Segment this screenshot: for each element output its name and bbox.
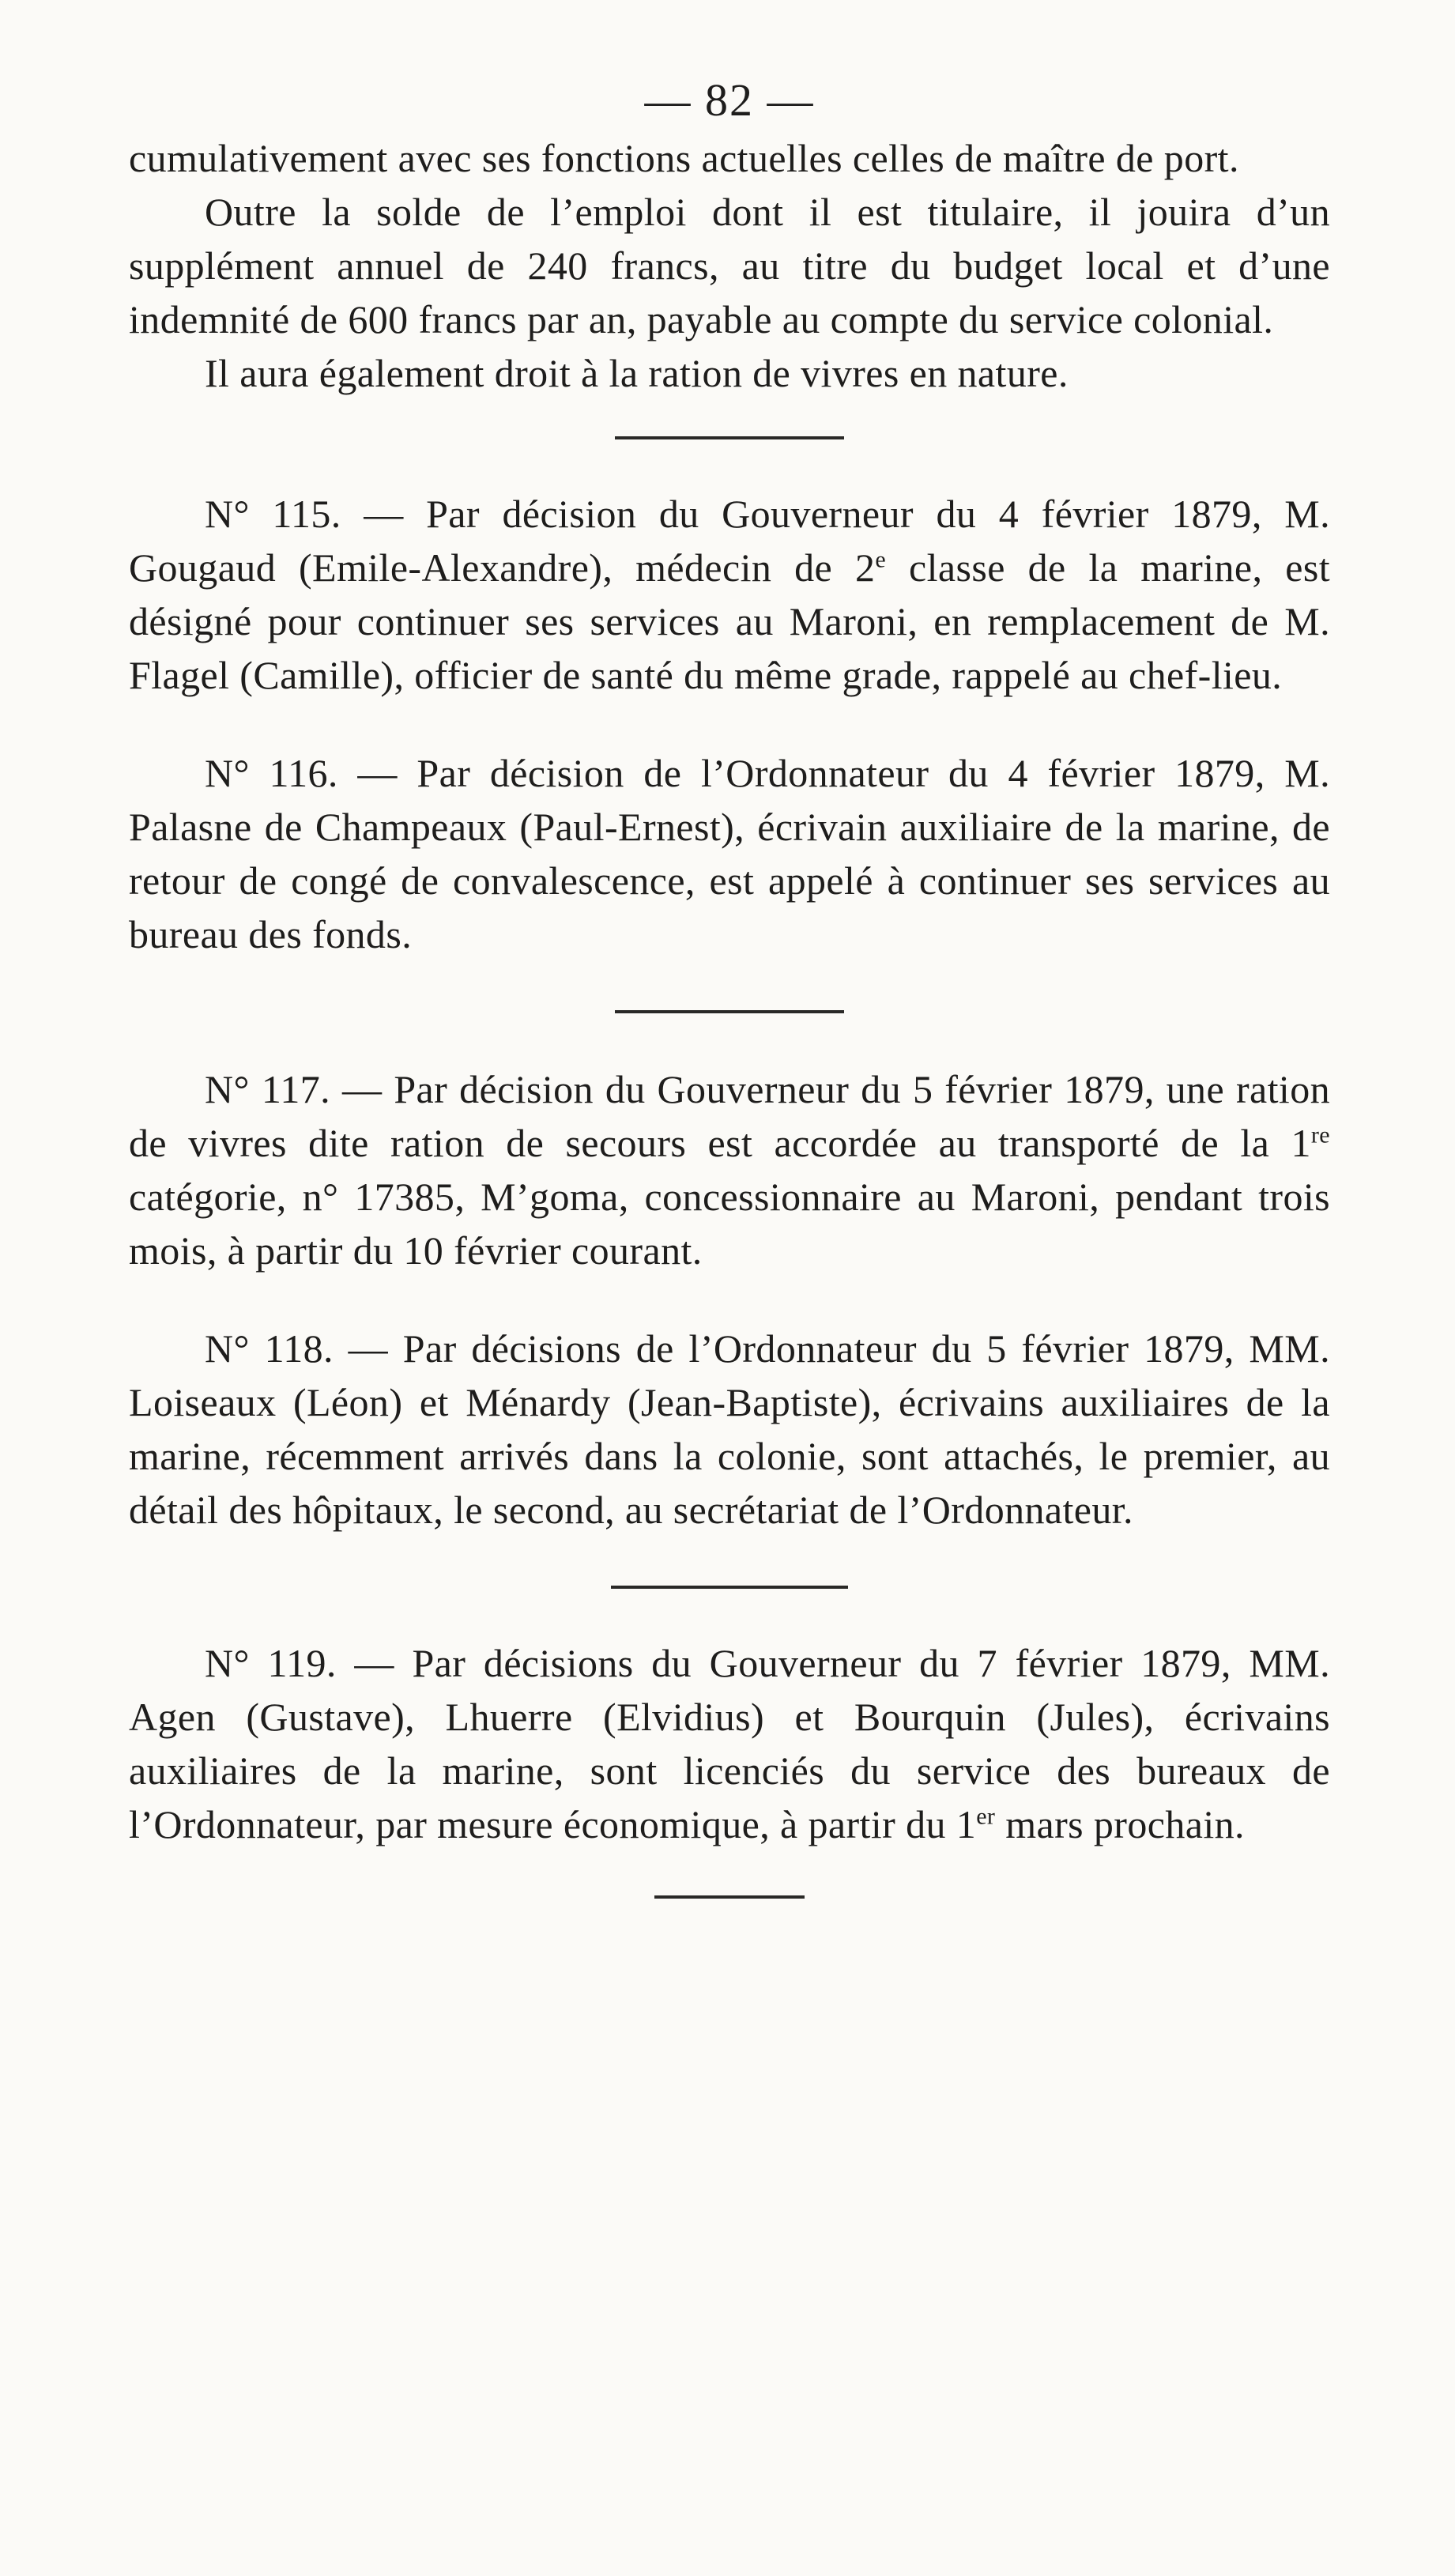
superscript: re [1310, 1122, 1330, 1148]
page-number: — 82 — [644, 74, 815, 126]
superscript: e [875, 546, 887, 573]
separator-rule [611, 1586, 848, 1589]
entry-text-continued: mars prochain. [995, 1802, 1245, 1846]
entry-116 [129, 746, 1330, 961]
intro-paragraph-2: Outre la solde de l’emploi dont il est titulaire, il jouira d’un supplément annuel de 240 francs, au titre du budget local et d’une indemnité de 600 francs par an, payable au compte du service colonial. [129, 190, 1330, 341]
entry-118 [129, 1322, 1330, 1537]
intro-paragraph-3: Il aura également droit à la ration de vivres en nature. [205, 351, 1069, 395]
entry-117 [129, 1062, 1330, 1277]
entry-text: — Par décision du Gouverneur du 5 février 1879, une ration de vivres dite ration de secours est accordée au transporté de la 1 [129, 1067, 1330, 1165]
entry-text: — Par décision du Gouverneur du 4 février 1879, M. Gougaud (Emile-Alexandre), médecin de 2 [129, 492, 1330, 590]
entry-text: — Par décisions de l’Ordonnateur du 5 février 1879, MM. Loiseaux (Léon) et Ménardy (Jean-Baptiste), écrivains auxiliaires de la marine, récemment arrivés dans la colonie, sont attachés, le premier, au détail des hôpitaux, le second, au secrétariat de l’Ordonnateur. [129, 1326, 1330, 1532]
entry-number: N° 115. [205, 492, 341, 536]
entry-number: N° 119. [205, 1641, 337, 1685]
separator-rule [654, 1895, 805, 1899]
entry-text: — Par décision de l’Ordonnateur du 4 février 1879, M. Palasne de Champeaux (Paul-Ernest), écrivain auxiliaire de la marine, de retour de congé de convalescence, est appelé à continuer ses services au bureau des fonds. [129, 751, 1330, 956]
entry-text-continued: catégorie, n° 17385, M’goma, concessionnaire au Maroni, pendant trois mois, à partir du 10 février courant. [129, 1175, 1330, 1273]
entry-119 [129, 1636, 1330, 1851]
entry-number: N° 116. [205, 751, 338, 795]
entry-number: N° 118. [205, 1326, 334, 1371]
entry-115 [129, 487, 1330, 702]
intro-paragraph-1: cumulativement avec ses fonctions actuelles celles de maître de port. [129, 136, 1239, 180]
entry-number: N° 117. [205, 1067, 331, 1111]
separator-rule [615, 436, 844, 439]
document-page [129, 73, 1330, 1930]
superscript: er [976, 1803, 996, 1830]
entry-text-continued: classe de la marine, est désigné pour continuer ses services au Maroni, en remplacement de M. Flagel (Camille), officier de santé du même grade, rappelé au chef-lieu. [129, 545, 1330, 697]
separator-rule [615, 1010, 844, 1013]
entry-text: — Par décisions du Gouverneur du 7 février 1879, MM. Agen (Gustave), Lhuerre (Elvidius) et Bourquin (Jules), écrivains auxiliaires de la marine, sont licenciés du service des bureaux de l’Ordonnateur, par mesure économique, à partir du 1 [129, 1641, 1330, 1846]
